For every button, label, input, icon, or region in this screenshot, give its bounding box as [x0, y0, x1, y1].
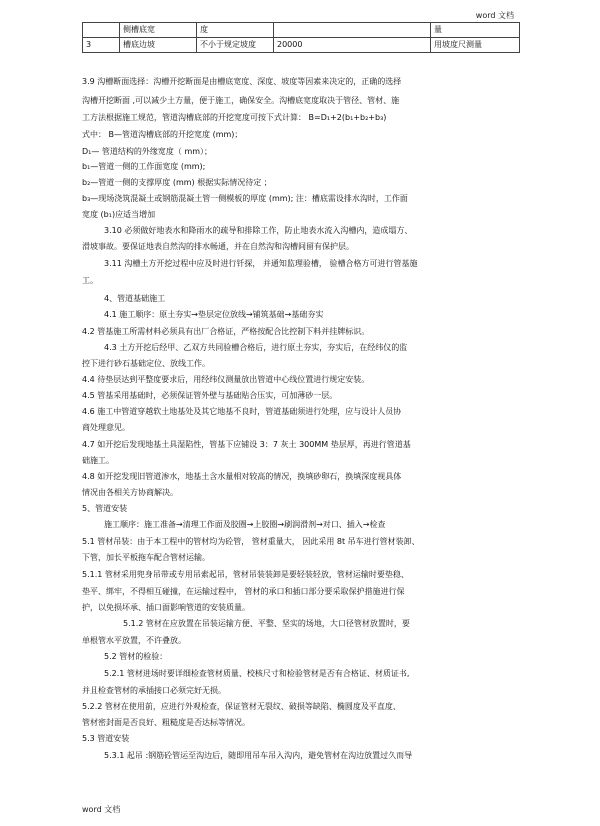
- text-line: 5.2.1 管材进场时要详细检查管材质量、校核尺寸和检验管材是否有合格证、材质证书,: [104, 669, 410, 678]
- text-line: 5.1.2 管材在应放置在吊装运输方便、平整、坚实的场地，大口径管材放置时，要: [123, 619, 410, 628]
- page-footer: word 文档: [82, 805, 121, 814]
- text-line: 并且检查管材的承插接口必须完好无损。: [82, 686, 226, 695]
- text-line: 3.11 沟槽土方开挖过程中应及时进行钎探， 并通知监理验槽， 验槽合格方可进行管基施: [104, 259, 418, 268]
- page-header: word 文档: [475, 11, 514, 20]
- text-line: 情况由各相关方协商解决。: [82, 488, 178, 497]
- text-line: 式中： B—管道沟槽底部的开挖宽度 (mm)；: [82, 130, 243, 139]
- table-row: 侧槽底宽 度 量: [83, 23, 520, 38]
- text-line: 管材密封面是否良好、粗糙度是否达标等情况。: [82, 718, 250, 727]
- text-line: 工方法根据施工规范，管道沟槽底部的开挖宽度可按下式计算： B=D₁+2(b₁+b₂+b₃): [82, 113, 387, 122]
- text-line: 3.10 必须做好地表水和降雨水的疏导和排除工作，防止地表水流入沟槽内，造成塌方、: [104, 226, 413, 235]
- section-heading: 5.3 管道安装: [82, 734, 130, 743]
- text-line: 护，以免损坏承、插口面影响管道的安装质量。: [82, 603, 250, 612]
- text-line: 4.2 管基施工所需材料必须具有出厂合格证，严格按配合比控制下料并挂牌标识。: [82, 327, 370, 336]
- table-row: 3 槽底边坡 不小于规定坡度 20000 用坡度尺测量: [83, 38, 520, 53]
- text-line: 工。: [82, 276, 98, 285]
- text-line: 础施工。: [82, 456, 114, 465]
- text-line: 5.2 管材的检验：: [104, 652, 168, 661]
- text-line: 滑坡事故。要保证地表自然沟的排水畅通，并在自然沟和沟槽间留有保护层。: [82, 242, 354, 251]
- text-line: b₂—管道一侧的支撑厚度 (mm) 根据实际情况待定 ；: [82, 178, 272, 187]
- text-line: 商处理意见。: [82, 423, 130, 432]
- text-line: 4.6 施工中管道穿越软土地基处及其它地基不良时，管道基础须进行处理，应与设计人员协: [82, 407, 402, 416]
- text-line: 4.3 土方开挖后经甲、乙双方共同验槽合格后，进行原土夯实，夯实后，在经纬仪的监: [104, 343, 408, 352]
- text-line: 4.4 待垫层达到平整度要求后，用经纬仪测量放出管道中心线位置进行规定安装。: [82, 375, 370, 384]
- text-line: 单根管水平放置，不许叠放。: [82, 636, 186, 645]
- text-line: 3.9 沟槽断面选择：沟槽开挖断面是由槽底宽度、深度、坡度等因素来决定的，正确的选择: [82, 77, 402, 86]
- text-line: 5.1 管材吊装：由于本工程中的管材均为砼管， 管材重量大， 因此采用 8t 吊车进行管材装卸、: [82, 537, 420, 546]
- text-line: 5.3.1 起吊 :钢筋砼管运至沟边后，随即用吊车吊入沟内，避免管材在沟边放置过久而导: [104, 751, 413, 760]
- spec-table: [82, 22, 520, 53]
- text-line: 4.7 如开挖后发现地基土具湿陷性，管基下应铺设 3：7 灰土 300MM 垫层厚，再进行管道基: [82, 440, 411, 449]
- text-line: 施工顺序：施工准备→清理工作面及胶圈→上胶圈→刷润滑剂→对口、插入→检查: [104, 520, 386, 529]
- text-line: 垫平、绑牢，不得相互碰撞，在运输过程中， 管材的承口和插口部分要采取保护措施进行保: [82, 587, 405, 596]
- text-line: 5.2.2 管材在使用前，应进行外观检查，保证管材无裂纹、破损等缺陷、椭圆度及平直度、: [82, 702, 401, 711]
- text-line: b₁—管道一侧的工作面宽度 (mm);: [82, 162, 206, 171]
- text-line: D₁— 管道结构的外缘宽度（ mm）；: [82, 147, 213, 156]
- text-line: 4.8 如开挖发现旧管道渗水，地基土含水量相对较高的情况，换填砂卵石，换填深度视具体: [82, 472, 402, 481]
- text-line: 4.5 管基采用基础时，必须保证管外壁与基础贴合压实，可加薄砂一层。: [82, 391, 338, 400]
- text-line: b₃—现场浇筑混凝土或钢筋混凝土管一侧模板的厚度 (mm); 注：槽底需设排水沟时，工作面: [82, 194, 408, 203]
- text-line: 沟槽开挖断面 ,可以减少土方量，便于施工，确保安全。沟槽底宽度取决于管径、管材、施: [82, 96, 400, 105]
- text-line: 下管，加长平板拖车配合管材运输。: [82, 553, 210, 562]
- section-heading: 4、管道基础施工: [104, 294, 166, 303]
- section-heading: 5、管道安装: [82, 504, 128, 513]
- text-line: 控下进行砂石基础定位、放线工作。: [82, 359, 210, 368]
- text-line: 宽度 (b₁)应适当增加: [82, 210, 156, 219]
- text-line: 5.1.1 管材采用兜身吊带或专用吊索起吊，管材吊装装卸是要轻装轻放，管材运输时要垫稳、: [82, 570, 409, 579]
- text-line: 4.1 施工顺序：原土夯实→垫层定位放线→铺筑基础→基础夯实: [104, 310, 324, 319]
